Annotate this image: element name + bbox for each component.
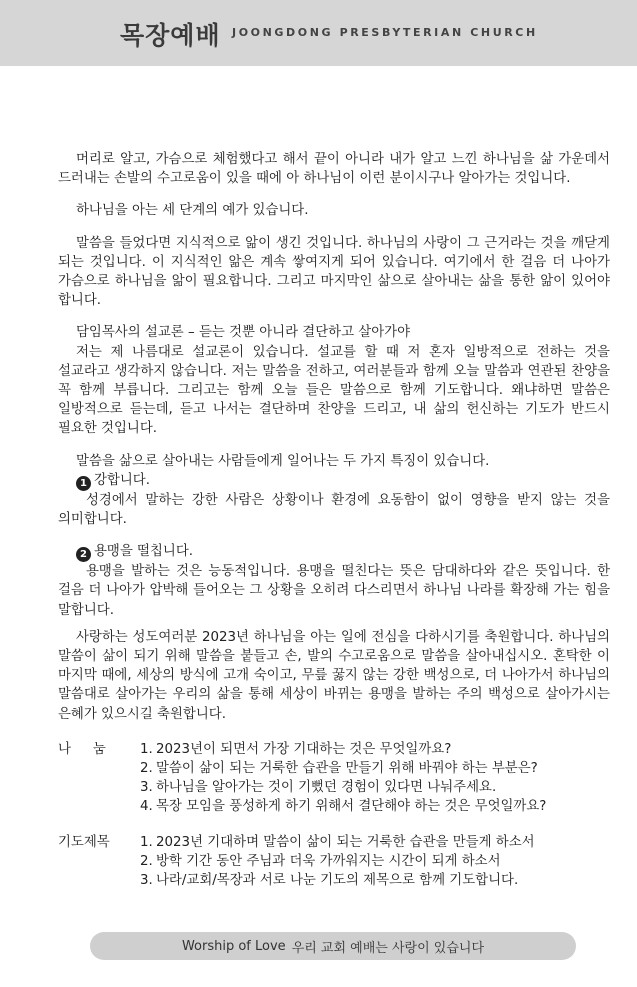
bullet-2-heading [58, 542, 610, 562]
list-item: 2. 방학 기간 동안 주님과 더욱 가까워지는 시간이 되게 하소서 [140, 853, 501, 869]
circled-number-1-icon: 1 [76, 476, 91, 491]
bullet-1-heading [58, 471, 610, 491]
list-item: 4. 목장 모임을 풍성하게 하기 위해서 결단해야 하는 것은 무엇일까요? [140, 799, 547, 815]
circled-number-2-icon: 2 [76, 547, 91, 562]
footer-english: Worship of Love [181, 938, 286, 954]
bullet-1-title: 강합니다. [94, 472, 150, 488]
paragraph-6: 사랑하는 성도여러분 2023년 하나님을 아는 일에 전심을 다하시기를 축원합니다. 하나님의 말씀이 삶이 되기 위해 말씀을 붙들고 손, 발의 수고로움으로 말씀을 살아내십시오. 혼탁한 이 마지막 때에, 세상의 방식에 고개 숙이고, 무릎 꿇지 않는 강한 백성으로, 더 나아가서 하나님의 말씀대로 살아가는 우리의 삶을 통해 세상이 바뀌는 용맹을 발하는 주의 백성으로 살아가시는 은혜가 있으시길 축원합니다. [58, 629, 610, 722]
paragraph-3: 말씀을 들었다면 지식적으로 앎이 생긴 것입니다. 하나님의 사랑이 그 근거라는 것을 깨닫게 되는 것입니다. 이 지식적인 앎은 계속 쌓여지게 되어 있습니다. 여기에서 한 걸음 더 나아가 가슴으로 하나님을 앎이 필요합니다. 그리고 마지막인 삶으로 살아내는 삶을 통한 앎이 있어야 합니다. [58, 235, 610, 309]
sharing-label: 나눔 [58, 741, 128, 757]
paragraph-1: 머리로 알고, 가슴으로 체험했다고 해서 끝이 아니라 내가 알고 느낀 하나님을 삶 가운데서 드러내는 손발의 수고로움이 있을 때에 아 하나님이 이런 분이시구나 알아가는 것입니다. [58, 152, 610, 187]
bullet-2-body: 용맹을 발하는 것은 능동적입니다. 용맹을 떨친다는 뜻은 담대하다와 같은 뜻입니다. 한 걸음 더 나아가 압박해 들어오는 그 상황을 오히려 다스리면서 하나님 나라를 확장해 가는 힘을 말합니다. [58, 564, 610, 618]
bullet-1-body: 성경에서 말하는 강한 사람은 상황이나 환경에 요동함이 없이 영향을 받지 않는 것을 의미합니다. [58, 492, 610, 528]
section-title: 담임목사의 설교론 – 듣는 것뿐 아니라 결단하고 살아가야 [76, 325, 411, 341]
paragraph-4: 저는 제 나름대로 설교론이 있습니다. 설교를 할 때 저 혼자 일방적으로 전하는 것을 설교라고 생각하지 않습니다. 저는 말씀을 전하고, 여러분들과 함께 오늘 말씀과 연관된 찬양을 꼭 함께 부릅니다. 그리고는 함께 오늘 들은 말씀으로 함께 기도합니다. 왜냐하면 말씀은 일방적으로 듣는데, 듣고 나서는 결단하며 찬양을 드리고, 내 삶의 헌신하는 기도가 반드시 필요한 것입니다. [58, 344, 610, 437]
prayer-list [140, 833, 610, 891]
bullet-2-title: 용맹을 떨칩니다. [94, 544, 194, 560]
sharing-list [140, 740, 610, 817]
sharing-section [58, 740, 610, 817]
header-title: 목장예배 [120, 21, 221, 50]
list-item: 3. 나라/교회/목장과 서로 나눈 기도의 제목으로 함께 기도합니다. [140, 873, 519, 889]
paragraph-2: 하나님을 아는 세 단계의 예가 있습니다. [76, 203, 309, 219]
list-item: 1. 2023년 기대하며 말씀이 삶이 되는 거룩한 습관을 만들게 하소서 [140, 834, 535, 850]
sermon-content [58, 150, 610, 890]
list-item: 1. 2023년이 되면서 가장 기대하는 것은 무엇일까요? [140, 741, 452, 757]
list-item: 3. 하나님을 알아가는 것이 기뻤던 경험이 있다면 나눠주세요. [140, 780, 497, 796]
header-subtitle: JOONGDONG PRESBYTERIAN CHURCH [232, 26, 538, 39]
list-item: 2. 말씀이 삶이 되는 거룩한 습관을 만들기 위해 바꿔야 하는 부분은? [140, 761, 538, 777]
footer-banner [90, 932, 576, 960]
footer-korean: 우리 교회 예배는 사랑이 있습니다 [291, 940, 485, 956]
paragraph-5: 말씀을 삶으로 살아내는 사람들에게 일어나는 두 가지 특징이 있습니다. [76, 453, 490, 469]
prayer-label: 기도제목 [58, 834, 110, 850]
prayer-section [58, 833, 610, 891]
page-header [0, 0, 637, 66]
